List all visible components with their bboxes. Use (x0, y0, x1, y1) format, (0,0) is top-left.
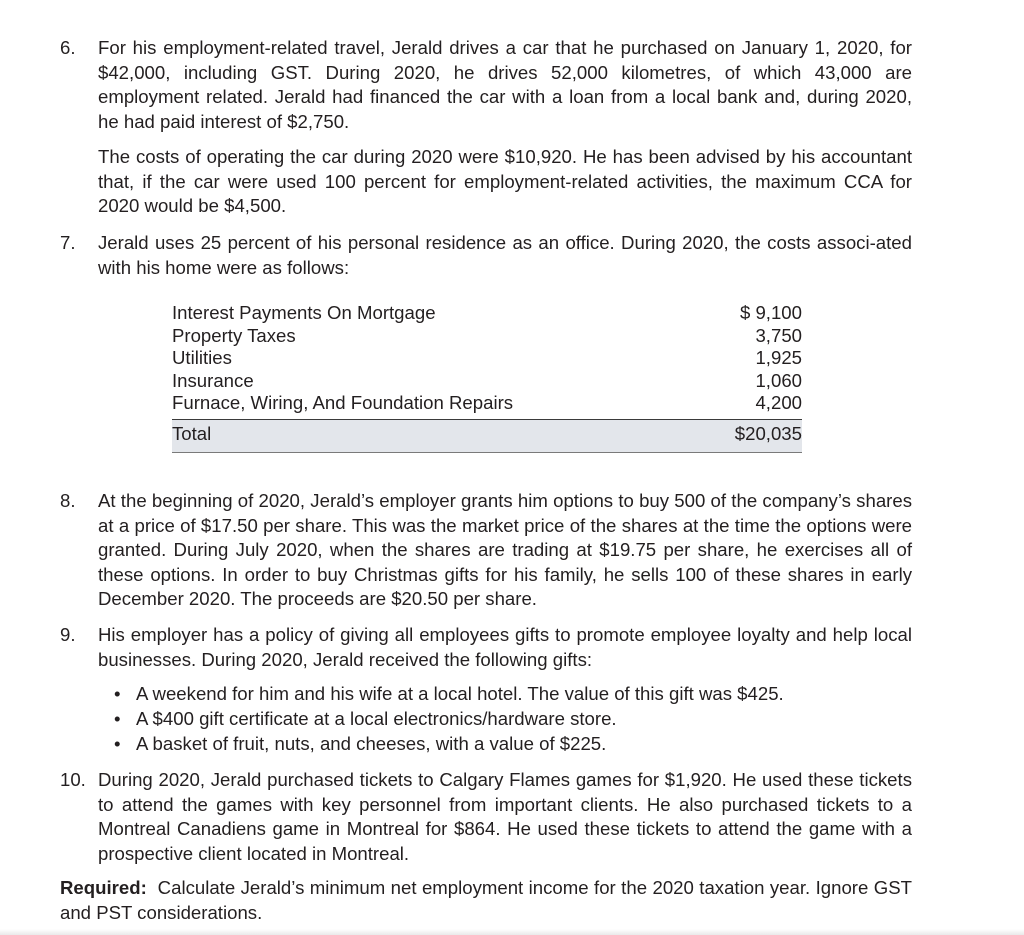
item-10 (60, 768, 912, 866)
cost-amount: 1,060 (755, 369, 802, 391)
cost-label: Interest Payments On Mortgage (172, 302, 436, 323)
item-7 (60, 231, 912, 280)
item-6 (60, 36, 912, 134)
cost-label: Utilities (172, 347, 232, 369)
item-number: 6. (60, 37, 76, 58)
required-label: Required: (60, 877, 147, 898)
page-edge-shadow (0, 929, 1024, 935)
cost-amount: 4,200 (755, 392, 802, 414)
required-instruction (60, 876, 912, 925)
item-number: 7. (60, 232, 76, 253)
cost-label: Property Taxes (172, 324, 296, 346)
item-number: 10. (60, 769, 86, 790)
item-paragraph: Jerald uses 25 percent of his personal residence as an office. During 2020, the costs associ-ated with his home were as follows: (98, 232, 912, 278)
cost-label: Insurance (172, 369, 254, 391)
total-underline (172, 452, 802, 453)
bullet-icon: • (114, 708, 121, 729)
total-row (172, 419, 802, 452)
item-8 (60, 489, 912, 612)
item-number: 9. (60, 624, 76, 645)
item-6-paragraph-2: The costs of operating the car during 2020 were $10,920. He has been advised by his accountant that, if the car were used 100 percent for employment-related activities, the maximum CCA for 2020 would be $4,500. (98, 146, 912, 216)
item-paragraph: At the beginning of 2020, Jerald’s employer grants him options to buy 500 of the company’s shares at a price of $17.50 per share. This was the market price of the shares at the time the options were granted. During July 2020, when the shares are trading at $19.75 per share, he exercises all of these options. In order to buy Christmas gifts for his family, he sells 100 of these shares in early December 2020. The proceeds are $20.50 per share. (98, 490, 912, 609)
required-text: Calculate Jerald’s minimum net employment income for the 2020 taxation year. Ignore GST and PST considerations. (60, 877, 912, 923)
home-costs-table (172, 302, 802, 444)
item-9 (60, 623, 912, 672)
cost-amount: $ 9,100 (739, 302, 802, 323)
item-paragraph: For his employment-related travel, Jerald drives a car that he purchased on January 1, 2020, for $42,000, including GST. During 2020, he drives 52,000 kilometres, of which 43,000 are employment related. Jerald had financed the car with a loan from a local bank and, during 2020, he had paid interest of $2,750. (98, 37, 912, 132)
cost-row (172, 347, 802, 370)
item-paragraph: His employer has a policy of giving all employees gifts to promote employee loyalty and help local businesses. During 2020, Jerald received the following gifts: (98, 624, 912, 670)
bullet-icon: • (114, 683, 121, 704)
total-label: Total (172, 423, 212, 444)
cost-amount: 3,750 (755, 324, 802, 346)
cost-amount: 1,925 (755, 347, 802, 369)
gift-text: A $400 gift certificate at a local electronics/hardware store. (136, 708, 617, 729)
item-paragraph: During 2020, Jerald purchased tickets to Calgary Flames games for $1,920. He used these tickets to attend the games with key personnel from important clients. He also purchased tickets to a Montreal Canadiens game in Montreal for $864. He used these tickets to attend the game with a prospective client located in Montreal. (98, 769, 912, 864)
item-number: 8. (60, 490, 76, 511)
cost-label: Furnace, Wiring, And Foundation Repairs (172, 392, 514, 414)
list-item (114, 731, 784, 756)
list-item (114, 706, 784, 731)
bullet-icon: • (114, 733, 121, 754)
cost-row (172, 302, 802, 325)
gift-list (114, 681, 784, 756)
gift-text: A weekend for him and his wife at a local hotel. The value of this gift was $425. (136, 683, 784, 704)
cost-row (172, 370, 802, 393)
total-amount: $20,035 (734, 423, 802, 444)
gift-text: A basket of fruit, nuts, and cheeses, with a value of $225. (136, 733, 607, 754)
cost-row (172, 392, 802, 415)
cost-row (172, 325, 802, 348)
list-item (114, 681, 784, 706)
